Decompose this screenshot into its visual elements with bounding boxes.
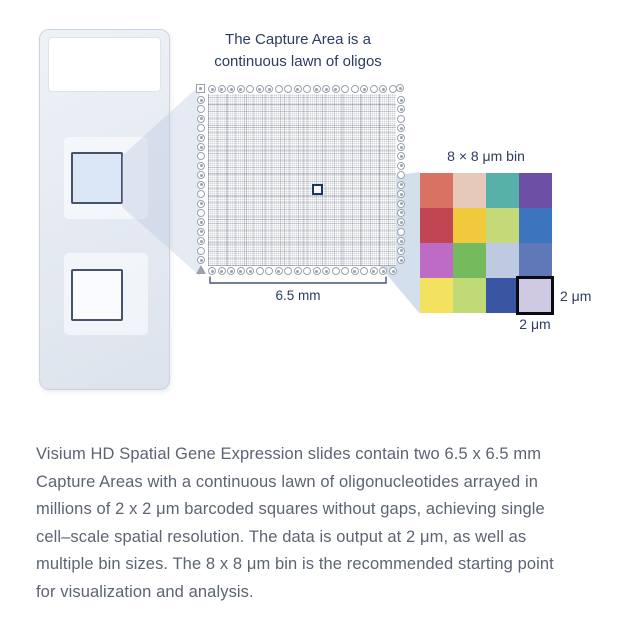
fiducial-circle (197, 152, 205, 160)
fiducial-circle (303, 85, 311, 93)
fiducial-circle (351, 267, 359, 275)
fiducial-circle (397, 143, 405, 151)
fiducial-circle (197, 96, 205, 104)
bin-cell-4 (420, 208, 453, 243)
fiducial-dot (211, 270, 214, 273)
fiducial-circle (197, 190, 205, 198)
fiducial-circle (397, 200, 405, 208)
fiducial-circle (246, 267, 254, 275)
fiducial-circle (397, 96, 405, 104)
bin-cell-14 (486, 278, 519, 313)
fiducial-dot (400, 240, 403, 243)
fiducial-dot (200, 117, 203, 120)
fiducial-circle (284, 267, 292, 275)
fiducial-dot (400, 136, 403, 139)
fiducial-circle (397, 134, 405, 142)
bin-cell-2 (486, 173, 519, 208)
fiducial-circle (218, 267, 226, 275)
fiducial-circle (275, 267, 283, 275)
fiducial-dot (230, 88, 233, 91)
fiducial-circle (208, 267, 216, 275)
fiducial-circle (197, 200, 205, 208)
fiducial-circle (397, 209, 405, 217)
fiducial-circle (397, 152, 405, 160)
fiducial-circle (397, 105, 405, 113)
fiducial-circle (197, 181, 205, 189)
fiducial-corner-square (196, 84, 205, 93)
fiducial-dot (277, 270, 280, 273)
fiducial-dot (200, 230, 203, 233)
fiducial-circle (370, 85, 378, 93)
fiducial-dot (400, 108, 403, 111)
oligo-lawn-grid (208, 94, 396, 266)
fiducial-dot (200, 183, 203, 186)
bin-cell-6 (486, 208, 519, 243)
fiducial-circle (294, 85, 302, 93)
bin-cell-11 (519, 243, 552, 278)
fiducial-dot (400, 146, 403, 149)
fiducial-circle (197, 124, 205, 132)
article-line: millions of 2 x 2 μm barcoded squares without gaps, achieving single (36, 500, 545, 518)
fiducial-circle (397, 247, 405, 255)
fiducial-circle (197, 218, 205, 226)
fiducial-circle (284, 85, 292, 93)
grid-width-label: 6.5 mm (275, 288, 321, 303)
fiducial-circle (294, 267, 302, 275)
caption-line-2: continuous lawn of oligos (214, 53, 382, 70)
fiducial-circle (397, 228, 405, 236)
fiducial-circle (389, 267, 397, 275)
fiducial-circle (237, 85, 245, 93)
fiducial-circle (246, 85, 254, 93)
cell-width-label: 2 μm (519, 316, 551, 332)
article-line: for visualization and analysis. (36, 582, 254, 601)
fiducial-circle (379, 85, 387, 93)
fiducial-dot (211, 88, 214, 91)
fiducial-circle (218, 85, 226, 93)
article-paragraph (36, 441, 596, 606)
fiducial-dot (400, 127, 403, 130)
fiducial-dot (230, 270, 233, 273)
fiducial-dot (399, 87, 402, 90)
fiducial-circle (332, 267, 340, 275)
fiducial-dot (400, 164, 403, 167)
fiducial-corner-triangle (196, 265, 206, 274)
fiducial-circle (197, 105, 205, 113)
fiducial-circle (360, 85, 368, 93)
fiducial-dot (200, 174, 203, 177)
bin-cell-5 (453, 208, 486, 243)
fiducial-dot (220, 88, 223, 91)
bin-cell-8 (420, 243, 453, 278)
bin-cell-13 (453, 278, 486, 313)
fiducial-dot (239, 270, 242, 273)
fiducial-circle (256, 267, 264, 275)
fiducial-dot (239, 88, 242, 91)
fiducial-circle (197, 115, 205, 123)
fiducial-dot (382, 270, 385, 273)
fiducial-circle (379, 267, 387, 275)
corner-dot (199, 87, 202, 90)
fiducial-circle (197, 247, 205, 255)
fiducial-circle (332, 85, 340, 93)
fiducial-dot (372, 270, 375, 273)
capture-area-1 (71, 152, 123, 204)
fiducial-circle (197, 162, 205, 170)
fiducial-circle (303, 267, 311, 275)
fiducial-dot (363, 88, 366, 91)
fiducial-dot (200, 202, 203, 205)
fiducial-circle (313, 85, 321, 93)
fiducial-dot (296, 88, 299, 91)
fiducial-circle (397, 181, 405, 189)
fiducial-circle (370, 267, 378, 275)
fiducial-circle (237, 267, 245, 275)
bin-cell-7 (519, 208, 552, 243)
cell-height-label: 2 μm (560, 288, 592, 304)
fiducial-dot (200, 259, 203, 262)
bin-cell-1 (453, 173, 486, 208)
fiducial-dot (392, 270, 395, 273)
fiducial-dot (353, 270, 356, 273)
fiducial-dot (249, 270, 252, 273)
fiducial-dot (200, 99, 203, 102)
highlighted-2um-cell (516, 276, 554, 315)
fiducial-circle (322, 85, 330, 93)
fiducial-circle (397, 162, 405, 170)
fiducial-dot (382, 88, 385, 91)
fiducial-circle (197, 209, 205, 217)
fiducial-dot (400, 99, 403, 102)
bin-cell-12 (420, 278, 453, 313)
bin-size-label: 8 × 8 μm bin (447, 148, 525, 164)
fiducial-circle (197, 134, 205, 142)
fiducial-circle (197, 256, 205, 264)
fiducial-dot (400, 221, 403, 224)
article-line: cell–scale spatial resolution. The data is output at 2 μm, as well as (36, 527, 527, 546)
article-line: multiple bin sizes. The 8 x 8 μm bin is the recommended starting point (36, 555, 554, 573)
fiducial-dot (220, 270, 223, 273)
fiducial-circle (227, 85, 235, 93)
fiducial-dot (200, 136, 203, 139)
fiducial-circle (397, 256, 405, 264)
fiducial-circle (197, 237, 205, 245)
fiducial-circle (341, 85, 349, 93)
selected-2um-square (312, 184, 323, 195)
fiducial-circle (351, 85, 359, 93)
slide-illustration (39, 29, 170, 390)
fiducial-dot (296, 270, 299, 273)
fiducial-circle (360, 267, 368, 275)
fiducial-dot (400, 249, 403, 252)
fiducial-circle (265, 267, 273, 275)
fiducial-circle (208, 85, 216, 93)
measure-bracket (210, 277, 386, 284)
fiducial-circle (197, 171, 205, 179)
fiducial-circle (397, 124, 405, 132)
capture-area-2 (71, 269, 123, 321)
article-line: Visium HD Spatial Gene Expression slides contain two 6.5 x 6.5 mm (36, 445, 542, 463)
fiducial-dot (200, 146, 203, 149)
article-line: Capture Areas with a continuous lawn of oligonucleotides arrayed in (36, 472, 538, 491)
fiducial-dot (268, 88, 271, 91)
fiducial-dot (400, 155, 403, 158)
fiducial-dot (258, 88, 261, 91)
fiducial-dot (200, 164, 203, 167)
bin-cell-3 (519, 173, 552, 208)
bin-cell-9 (453, 243, 486, 278)
caption-line-1: The Capture Area is a (225, 31, 371, 48)
fiducial-circle (397, 115, 405, 123)
fiducial-circle (397, 171, 405, 179)
fiducial-circle (265, 85, 273, 93)
fiducial-circle (322, 267, 330, 275)
capture-area-caption (202, 29, 394, 73)
slide-label-area (48, 37, 161, 92)
fiducial-circle (275, 85, 283, 93)
fiducial-dot (334, 88, 337, 91)
fiducial-dot (200, 221, 203, 224)
fiducial-dot (315, 270, 318, 273)
fiducial-dot (400, 193, 403, 196)
fiducial-circle (397, 218, 405, 226)
fiducial-dot (400, 259, 403, 262)
fiducial-circle (256, 85, 264, 93)
fiducial-circle (396, 84, 404, 92)
fiducial-circle (397, 190, 405, 198)
fiducial-dot (325, 88, 328, 91)
fiducial-dot (400, 183, 403, 186)
bin-cell-0 (420, 173, 453, 208)
fiducial-dot (200, 240, 203, 243)
fiducial-circle (341, 267, 349, 275)
fiducial-dot (400, 202, 403, 205)
fiducial-dot (400, 211, 403, 214)
fiducial-circle (397, 237, 405, 245)
fiducial-circle (227, 267, 235, 275)
fiducial-dot (325, 270, 328, 273)
fiducial-circle (197, 228, 205, 236)
fiducial-circle (197, 143, 205, 151)
fiducial-circle (313, 267, 321, 275)
bin-cell-10 (486, 243, 519, 278)
fiducial-dot (315, 88, 318, 91)
